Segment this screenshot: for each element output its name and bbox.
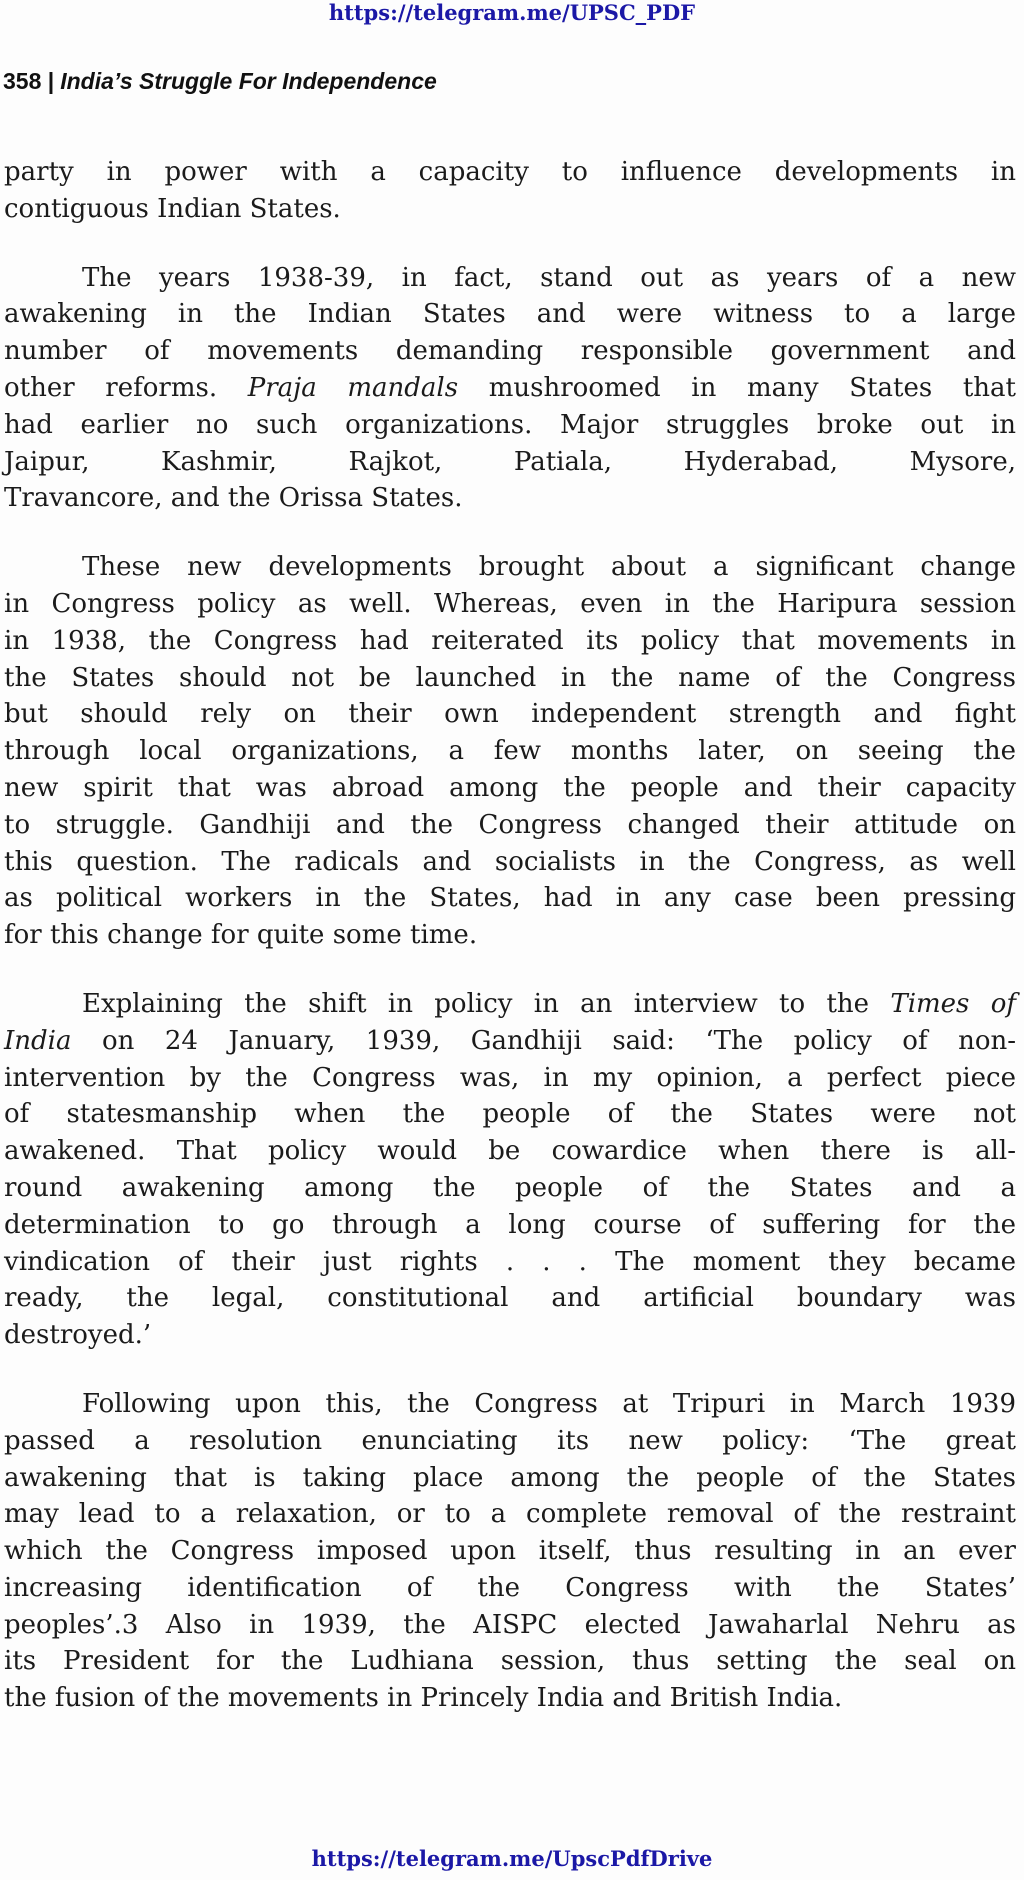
- text-segment: vindication of their just rights . . . The moment they became: [4, 1246, 1016, 1277]
- text-line: [4, 1386, 1016, 1423]
- text-line: [4, 191, 1016, 228]
- text-segment: destroyed.’: [4, 1320, 152, 1351]
- body-text: [4, 154, 1016, 1717]
- text-line: [4, 1170, 1016, 1207]
- text-line: [4, 1244, 1016, 1281]
- text-line: [4, 370, 1016, 407]
- text-line: [4, 407, 1016, 444]
- italic-text-segment: India: [4, 1025, 72, 1056]
- text-segment: through local organizations, a few months later, on seeing the: [4, 736, 1016, 767]
- text-segment: had earlier no such organizations. Major struggles broke out in: [4, 409, 1016, 440]
- text-line: [4, 1023, 1016, 1060]
- text-segment: awakening in the Indian States and were witness to a large: [4, 299, 1016, 330]
- text-line: [4, 770, 1016, 807]
- text-segment: the fusion of the movements in Princely India and British India.: [4, 1683, 843, 1714]
- text-line: [4, 986, 1016, 1023]
- text-line: [4, 1207, 1016, 1244]
- paragraph: [4, 154, 1016, 228]
- text-segment: this question. The radicals and socialists in the Congress, as well: [4, 846, 1016, 877]
- text-line: [4, 333, 1016, 370]
- text-line: [4, 807, 1016, 844]
- text-line: [4, 1643, 1016, 1680]
- text-segment: in Congress policy as well. Whereas, even in the Haripura session: [4, 588, 1016, 619]
- text-line: [4, 1280, 1016, 1317]
- text-segment: round awakening among the people of the States and a: [4, 1172, 1016, 1203]
- text-line: [4, 154, 1016, 191]
- text-line: [4, 1096, 1016, 1133]
- paragraph: [4, 260, 1016, 518]
- text-segment: These new developments brought about a significant change: [82, 552, 1016, 583]
- text-line: [4, 844, 1016, 881]
- text-segment: Explaining the shift in policy in an interview to the: [82, 988, 891, 1019]
- page-header: [3, 68, 437, 95]
- telegram-bottom-link[interactable]: https://telegram.me/UpscPdfDrive: [311, 1846, 713, 1871]
- text-segment: contiguous Indian States.: [4, 193, 341, 224]
- text-segment: in 1938, the Congress had reiterated its policy that movements in: [4, 625, 1016, 656]
- text-line: [4, 733, 1016, 770]
- text-line: [4, 1570, 1016, 1607]
- text-segment: which the Congress imposed upon itself, thus resulting in an ever: [4, 1536, 1016, 1567]
- text-line: [4, 1317, 1016, 1354]
- text-segment: number of movements demanding responsible government and: [4, 336, 1016, 367]
- text-segment: to struggle. Gandhiji and the Congress changed their attitude on: [4, 809, 1016, 840]
- page-number-label: 358 |: [3, 68, 55, 94]
- text-line: [4, 1060, 1016, 1097]
- text-line: [4, 444, 1016, 481]
- text-segment: peoples’.3 Also in 1939, the AISPC elected Jawaharlal Nehru as: [4, 1609, 1016, 1640]
- text-segment: awakening that is taking place among the people of the States: [4, 1462, 1016, 1493]
- text-segment: may lead to a relaxation, or to a complete removal of the restraint: [4, 1499, 1016, 1530]
- text-line: [4, 880, 1016, 917]
- paragraph: [4, 549, 1016, 954]
- text-segment: ready, the legal, constitutional and artificial boundary was: [4, 1283, 1016, 1314]
- text-line: [4, 1496, 1016, 1533]
- paragraph: [4, 986, 1016, 1354]
- book-title: India’s Struggle For Independence: [60, 68, 437, 94]
- text-segment: other reforms.: [4, 372, 248, 403]
- text-segment: Travancore, and the Orissa States.: [4, 483, 463, 514]
- italic-text-segment: Praja mandals: [247, 372, 459, 403]
- text-segment: the States should not be launched in the name of the Congress: [4, 662, 1016, 693]
- text-line: [4, 549, 1016, 586]
- text-segment: new spirit that was abroad among the people and their capacity: [4, 772, 1016, 803]
- text-line: [4, 660, 1016, 697]
- text-segment: passed a resolution enunciating its new policy: ‘The great: [4, 1425, 1016, 1456]
- text-segment: on 24 January, 1939, Gandhiji said: ‘The policy of non-: [71, 1025, 1016, 1056]
- text-segment: its President for the Ludhiana session, thus setting the seal on: [4, 1646, 1016, 1677]
- text-line: [4, 1680, 1016, 1717]
- text-line: [4, 1423, 1016, 1460]
- telegram-top-link[interactable]: https://telegram.me/UPSC_PDF: [328, 0, 696, 25]
- bottom-link-row: [0, 1846, 1024, 1872]
- text-segment: awakened. That policy would be cowardice when there is all-: [4, 1136, 1016, 1167]
- text-segment: Following upon this, the Congress at Tripuri in March 1939: [82, 1388, 1016, 1419]
- text-line: [4, 586, 1016, 623]
- text-line: [4, 1460, 1016, 1497]
- text-line: [4, 1133, 1016, 1170]
- text-segment: for this change for quite some time.: [4, 920, 478, 951]
- text-line: [4, 480, 1016, 517]
- italic-text-segment: Times of: [890, 988, 1016, 1019]
- text-segment: mushroomed in many States that: [458, 372, 1016, 403]
- text-segment: determination to go through a long course of suffering for the: [4, 1209, 1016, 1240]
- text-line: [4, 1607, 1016, 1644]
- text-segment: party in power with a capacity to influence developments in: [4, 157, 1016, 187]
- text-segment: increasing identification of the Congress with the States’: [4, 1572, 1016, 1603]
- text-line: [4, 696, 1016, 733]
- text-segment: The years 1938-39, in fact, stand out as years of a new: [82, 262, 1016, 293]
- text-segment: but should rely on their own independent strength and fight: [4, 699, 1016, 730]
- text-line: [4, 1533, 1016, 1570]
- text-line: [4, 623, 1016, 660]
- text-line: [4, 260, 1016, 297]
- paragraph: [4, 1386, 1016, 1717]
- text-segment: of statesmanship when the people of the States were not: [4, 1099, 1016, 1130]
- top-link-row: [0, 0, 1024, 26]
- text-segment: as political workers in the States, had in any case been pressing: [4, 883, 1016, 914]
- text-line: [4, 296, 1016, 333]
- text-segment: intervention by the Congress was, in my opinion, a perfect piece: [4, 1062, 1016, 1093]
- text-segment: Jaipur, Kashmir, Rajkot, Patiala, Hyderabad, Mysore,: [4, 446, 1016, 477]
- text-line: [4, 917, 1016, 954]
